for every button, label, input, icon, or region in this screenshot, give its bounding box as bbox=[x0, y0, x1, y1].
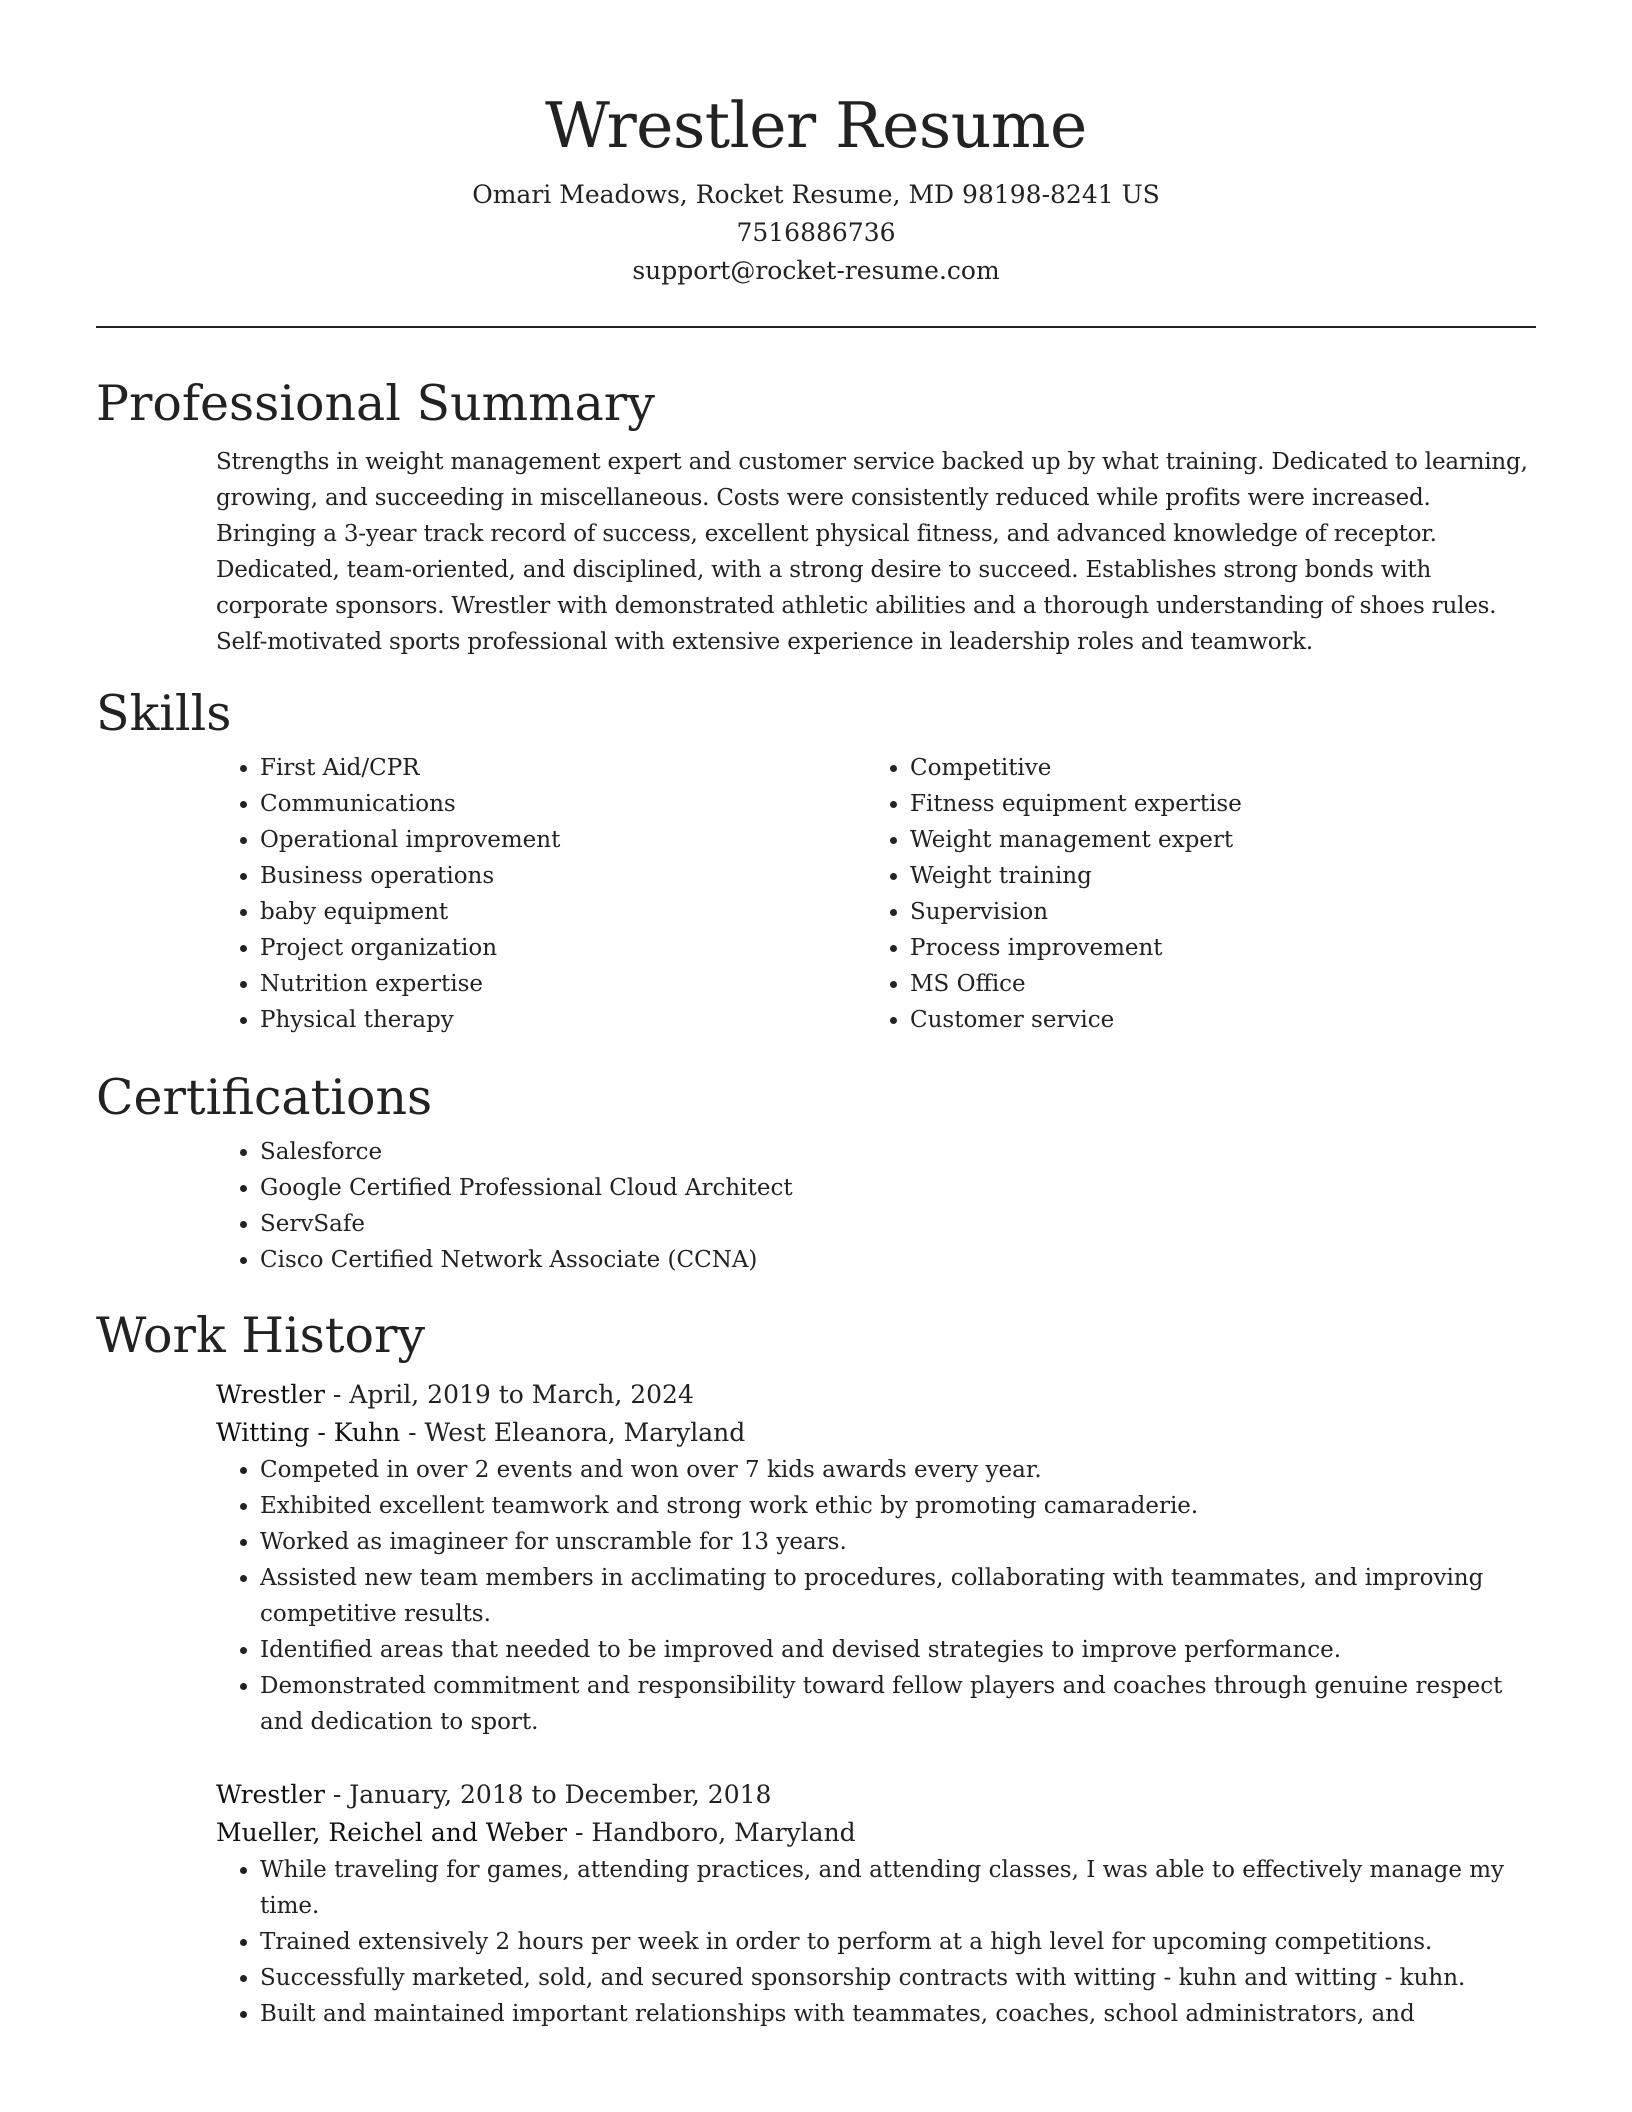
skill-item: • Supervision bbox=[910, 894, 1516, 930]
header-divider bbox=[96, 326, 1536, 328]
skill-item: • MS Office bbox=[910, 966, 1516, 1002]
job-role: Wrestler bbox=[216, 1780, 325, 1809]
skill-item: • Project organization bbox=[260, 930, 866, 966]
skills-column-left bbox=[216, 750, 866, 1038]
contact-info bbox=[96, 176, 1536, 290]
work-history-section bbox=[96, 1304, 1536, 2032]
summary-heading: Professional Summary bbox=[96, 375, 655, 432]
skill-item: • Weight management expert bbox=[910, 822, 1516, 858]
job-bullet: • Identified areas that needed to be improved and devised strategies to improve performance. bbox=[260, 1632, 1536, 1668]
job-title-line bbox=[216, 1376, 1536, 1414]
certifications-section bbox=[96, 1066, 1536, 1278]
contact-address: Omari Meadows, Rocket Resume, MD 98198-8241 US bbox=[472, 180, 1160, 209]
skill-item: • Business operations bbox=[260, 858, 866, 894]
job-bullet: • Demonstrated commitment and responsibility toward fellow players and coaches through genuine respect and dedication to sport. bbox=[260, 1668, 1536, 1740]
job-company: Mueller, Reichel and Weber bbox=[216, 1818, 567, 1847]
skill-item: • Communications bbox=[260, 786, 866, 822]
skill-item: • Weight training bbox=[910, 858, 1516, 894]
job-bullet: • Exhibited excellent teamwork and strong work ethic by promoting camaraderie. bbox=[260, 1488, 1536, 1524]
job-dates: - April, 2019 to March, 2024 bbox=[324, 1380, 694, 1409]
job-bullet: • Assisted new team members in acclimating to procedures, collaborating with teammates, and improving competitive results. bbox=[260, 1560, 1536, 1632]
skills-heading: Skills bbox=[96, 685, 232, 742]
skill-item: • baby equipment bbox=[260, 894, 866, 930]
job-entry bbox=[216, 1776, 1536, 2032]
resume-title: Wrestler Resume bbox=[545, 89, 1087, 162]
job-company-line bbox=[216, 1814, 1536, 1852]
certification-item: • ServSafe bbox=[260, 1206, 1536, 1242]
job-location: - West Eleanora, Maryland bbox=[400, 1418, 746, 1447]
summary-text: Strengths in weight management expert and customer service backed up by what training. Dedicated to learning, growing, and succeeding in miscellaneous. Costs were consistently reduced while profits were increased. Bringing a 3-year track record of success, excellent physical fitness, and advanced knowledge of receptor. Dedicated, team-oriented, and disciplined, with a strong desire to succeed. Establishes strong bonds with corporate sponsors. Wrestler with demonstrated athletic abilities and a thorough understanding of shoes rules. Self-motivated sports professional with extensive experience in leadership roles and teamwork. bbox=[216, 449, 1528, 655]
contact-email: support@rocket-resume.com bbox=[632, 256, 1000, 285]
job-bullet: • While traveling for games, attending practices, and attending classes, I was able to effectively manage my time. bbox=[260, 1852, 1536, 1924]
skill-item: • Nutrition expertise bbox=[260, 966, 866, 1002]
skill-item: • Competitive bbox=[910, 750, 1516, 786]
job-role: Wrestler bbox=[216, 1380, 325, 1409]
job-dates: - January, 2018 to December, 2018 bbox=[324, 1780, 772, 1809]
contact-phone: 7516886736 bbox=[736, 218, 896, 247]
job-title-line bbox=[216, 1776, 1536, 1814]
skills-column-right bbox=[866, 750, 1516, 1038]
job-company: Witting - Kuhn bbox=[216, 1418, 401, 1447]
certification-item: • Google Certified Professional Cloud Architect bbox=[260, 1170, 1536, 1206]
skill-item: • Customer service bbox=[910, 1002, 1516, 1038]
skill-item: • Physical therapy bbox=[260, 1002, 866, 1038]
work-history-heading: Work History bbox=[96, 1307, 426, 1364]
job-entry bbox=[216, 1376, 1536, 1740]
certifications-list bbox=[216, 1134, 1536, 1278]
job-bullets bbox=[216, 1852, 1536, 2032]
skill-item: • Process improvement bbox=[910, 930, 1516, 966]
skills-section bbox=[96, 682, 1536, 1038]
job-bullets bbox=[216, 1452, 1536, 1740]
skills-grid bbox=[216, 750, 1536, 1038]
skill-item: • Fitness equipment expertise bbox=[910, 786, 1516, 822]
job-bullet: • Trained extensively 2 hours per week in order to perform at a high level for upcoming competitions. bbox=[260, 1924, 1536, 1960]
job-bullet: • Competed in over 2 events and won over 7 kids awards every year. bbox=[260, 1452, 1536, 1488]
certification-item: • Salesforce bbox=[260, 1134, 1536, 1170]
job-bullet: • Built and maintained important relationships with teammates, coaches, school administrators, and bbox=[260, 1996, 1536, 2032]
resume-header bbox=[96, 0, 1536, 290]
job-location: - Handboro, Maryland bbox=[567, 1818, 856, 1847]
job-bullet: • Worked as imagineer for unscramble for 13 years. bbox=[260, 1524, 1536, 1560]
certifications-heading: Certifications bbox=[96, 1069, 433, 1126]
job-company-line bbox=[216, 1414, 1536, 1452]
skill-item: • Operational improvement bbox=[260, 822, 866, 858]
job-bullet: • Successfully marketed, sold, and secured sponsorship contracts with witting - kuhn and witting - kuhn. bbox=[260, 1960, 1536, 1996]
skill-item: • First Aid/CPR bbox=[260, 750, 866, 786]
certification-item: • Cisco Certified Network Associate (CCNA) bbox=[260, 1242, 1536, 1278]
summary-section bbox=[96, 372, 1536, 660]
